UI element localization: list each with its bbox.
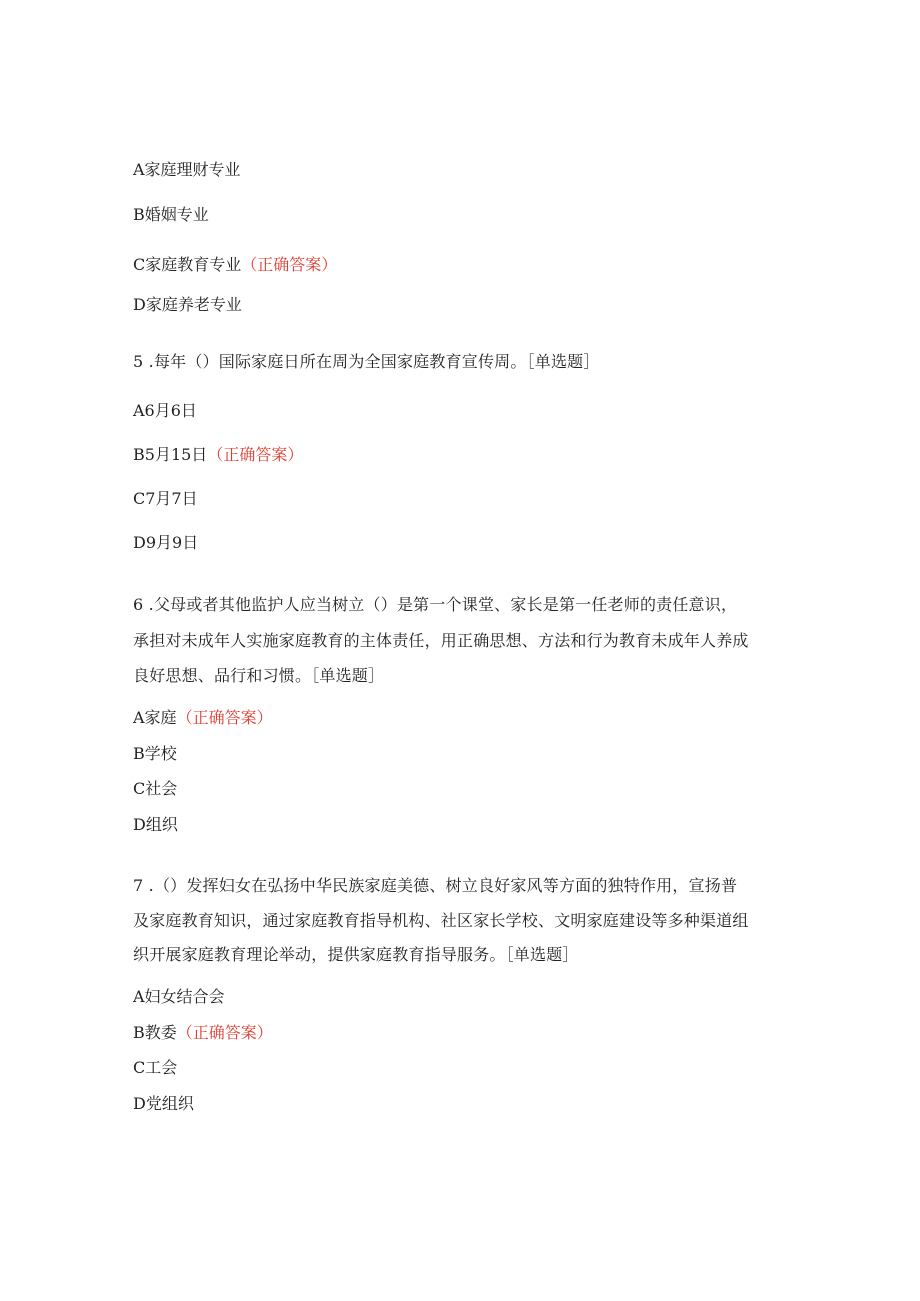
q6-option-b: B学校 (133, 744, 177, 763)
q7-option-b: B教委（正确答案） (133, 1023, 273, 1042)
q6-question-line-3: 良好思想、品行和习惯。［单选题］ (133, 666, 385, 685)
q6-option-c: C社会 (133, 779, 178, 798)
q7-option-d: D党组织 (133, 1094, 194, 1113)
correct-answer-marker: （正确答案） (241, 255, 338, 274)
correct-answer-marker: （正确答案） (176, 708, 273, 727)
q6-option-a: A家庭（正确答案） (133, 708, 273, 727)
q5-option-d: D9月9日 (133, 533, 199, 552)
correct-answer-marker: （正确答案） (176, 1023, 273, 1042)
q6-option-d: D组织 (133, 815, 178, 834)
q7-option-c: C工会 (133, 1058, 178, 1077)
q7-question-line-2: 及家庭教育知识，通过家庭教育指导机构、社区家长学校、文明家庭建设等多种渠道组 (133, 911, 749, 930)
q5-option-b: B5月15日（正确答案） (133, 445, 304, 464)
q4-option-c: C家庭教育专业（正确答案） (133, 255, 338, 274)
q7-question-line-3: 织开展家庭教育理论举动，提供家庭教育指导服务。［单选题］ (133, 945, 579, 964)
q4-option-a: A家庭理财专业 (133, 160, 241, 179)
q4-option-d: D家庭养老专业 (133, 295, 242, 314)
q6-question-line-2: 承担对未成年人实施家庭教育的主体责任，用正确思想、方法和行为教育未成年人养成 (133, 631, 749, 650)
q5-option-c: C7月7日 (133, 489, 198, 508)
q4-option-b: B婚姻专业 (133, 205, 209, 224)
correct-answer-marker: （正确答案） (207, 445, 304, 464)
q7-question-line-1: 7 .（）发挥妇女在弘扬中华民族家庭美德、树立良好家风等方面的独特作用，宣扬普 (133, 876, 738, 895)
q5-option-a: A6月6日 (133, 401, 197, 420)
q5-question-text: 5 .每年（）国际家庭日所在周为全国家庭教育宣传周。［单选题］ (133, 352, 600, 371)
q7-option-a: A妇女结合会 (133, 987, 225, 1006)
q6-question-line-1: 6 .父母或者其他监护人应当树立（）是第一个课堂、家长是第一任老师的责任意识， (133, 595, 738, 614)
